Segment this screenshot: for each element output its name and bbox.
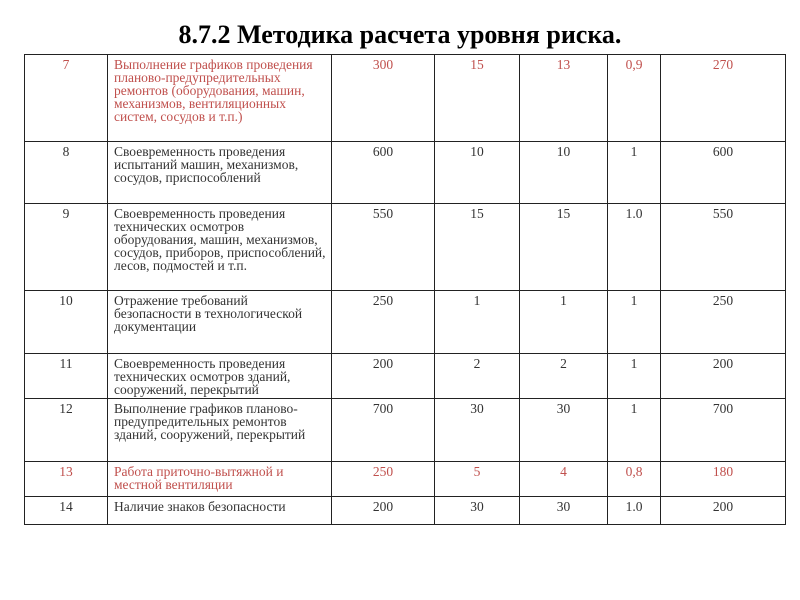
risk-level: 700 <box>661 399 786 462</box>
row-description: Работа приточно-вытяжной и местной вентиляции <box>108 462 332 497</box>
value-b: 15 <box>435 55 520 142</box>
value-a: 700 <box>332 399 435 462</box>
value-a: 200 <box>332 497 435 525</box>
risk-level: 200 <box>661 354 786 399</box>
row-number: 12 <box>25 399 108 462</box>
value-b: 1 <box>435 291 520 354</box>
table-row <box>25 204 786 291</box>
value-b: 30 <box>435 497 520 525</box>
row-description: Своевременность проведения технических осмотров зданий, сооружений, перекрытий <box>108 354 332 399</box>
value-a: 250 <box>332 291 435 354</box>
value-c: 1 <box>520 291 608 354</box>
row-number: 11 <box>25 354 108 399</box>
risk-level: 250 <box>661 291 786 354</box>
coefficient: 1.0 <box>608 204 661 291</box>
coefficient: 1 <box>608 354 661 399</box>
row-number: 7 <box>25 55 108 142</box>
value-c: 30 <box>520 399 608 462</box>
row-number: 9 <box>25 204 108 291</box>
row-description: Наличие знаков безопасности <box>108 497 332 525</box>
row-description: Выполнение графиков планово-предупредительных ремонтов зданий, сооружений, перекрытий <box>108 399 332 462</box>
value-c: 10 <box>520 142 608 204</box>
value-c: 2 <box>520 354 608 399</box>
value-a: 300 <box>332 55 435 142</box>
value-c: 13 <box>520 55 608 142</box>
coefficient: 1 <box>608 291 661 354</box>
coefficient: 0,9 <box>608 55 661 142</box>
risk-level: 600 <box>661 142 786 204</box>
page-title: 8.7.2 Методика расчета уровня риска. <box>178 20 622 49</box>
value-b: 15 <box>435 204 520 291</box>
value-a: 200 <box>332 354 435 399</box>
coefficient: 1 <box>608 399 661 462</box>
table-row <box>25 55 786 142</box>
coefficient: 1.0 <box>608 497 661 525</box>
value-a: 550 <box>332 204 435 291</box>
row-number: 10 <box>25 291 108 354</box>
value-c: 15 <box>520 204 608 291</box>
value-b: 10 <box>435 142 520 204</box>
row-number: 14 <box>25 497 108 525</box>
table-row <box>25 142 786 204</box>
row-description: Своевременность проведения испытаний машин, механизмов, сосудов, приспособлений <box>108 142 332 204</box>
table-row <box>25 462 786 497</box>
table-row <box>25 291 786 354</box>
coefficient: 1 <box>608 142 661 204</box>
row-description: Выполнение графиков проведения планово-предупредительных ремонтов (оборудования, машин, механизмов, вентиляционных систем, сосудов и т.п.) <box>108 55 332 142</box>
row-number: 13 <box>25 462 108 497</box>
value-b: 2 <box>435 354 520 399</box>
risk-level: 270 <box>661 55 786 142</box>
table-row <box>25 354 786 399</box>
risk-level: 550 <box>661 204 786 291</box>
value-c: 4 <box>520 462 608 497</box>
risk-level: 180 <box>661 462 786 497</box>
value-b: 5 <box>435 462 520 497</box>
row-description: Своевременность проведения технических осмотров оборудования, машин, механизмов, сосудов, приборов, приспособлений, лесов, подмостей и т.п. <box>108 204 332 291</box>
value-b: 30 <box>435 399 520 462</box>
table-row <box>25 497 786 525</box>
value-a: 250 <box>332 462 435 497</box>
risk-table <box>24 54 786 525</box>
row-description: Отражение требований безопасности в технологической документации <box>108 291 332 354</box>
risk-level: 200 <box>661 497 786 525</box>
value-a: 600 <box>332 142 435 204</box>
value-c: 30 <box>520 497 608 525</box>
table-row <box>25 399 786 462</box>
row-number: 8 <box>25 142 108 204</box>
coefficient: 0,8 <box>608 462 661 497</box>
